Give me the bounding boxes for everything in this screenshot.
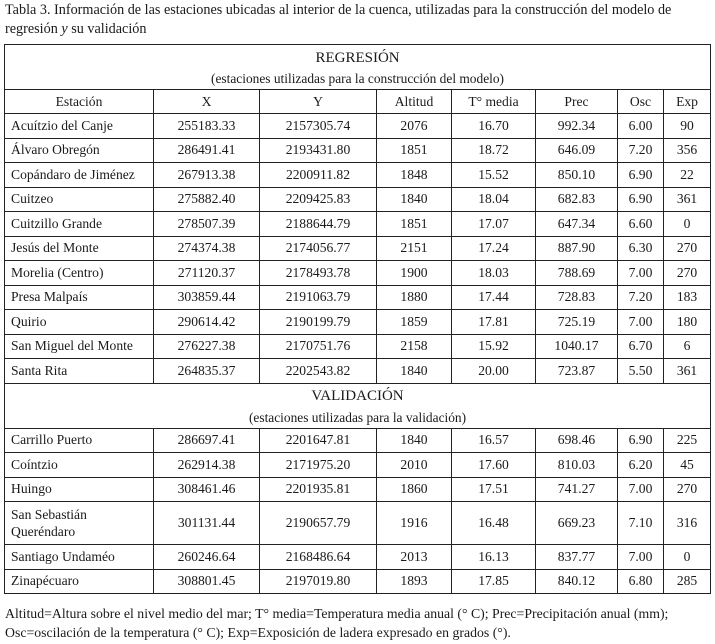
table-cell: 741.27 [536, 477, 618, 502]
table-cell: 286697.41 [154, 428, 260, 453]
table-cell: 1880 [377, 285, 452, 310]
table-cell: 183 [664, 285, 711, 310]
table-cell: 2197019.80 [260, 569, 377, 594]
table-cell: 1840 [377, 428, 452, 453]
table-cell: 18.04 [452, 187, 536, 212]
table-cell: 356 [664, 138, 711, 163]
table-cell: 725.19 [536, 310, 618, 335]
station-name-cell: Jesús del Monte [5, 236, 154, 261]
table-cell: 2188644.79 [260, 212, 377, 237]
header-exp: Exp [664, 90, 711, 114]
table-cell: 15.92 [452, 334, 536, 359]
table-cell: 887.90 [536, 236, 618, 261]
table-cell: 7.00 [618, 477, 664, 502]
table-cell: 1840 [377, 187, 452, 212]
table-cell: 17.51 [452, 477, 536, 502]
table-cell: 1040.17 [536, 334, 618, 359]
table-cell: 16.70 [452, 114, 536, 139]
table-cell: 17.44 [452, 285, 536, 310]
table-cell: 285 [664, 569, 711, 594]
table-cell: 2200911.82 [260, 163, 377, 188]
table-cell: 301131.44 [154, 502, 260, 545]
table-cell: 1916 [377, 502, 452, 545]
table-cell: 2157305.74 [260, 114, 377, 139]
table-cell: 18.72 [452, 138, 536, 163]
stations-table [4, 44, 711, 594]
table-cell: 646.09 [536, 138, 618, 163]
table-cell: 6.70 [618, 334, 664, 359]
validation-section-title-row [5, 383, 711, 408]
table-cell: 303859.44 [154, 285, 260, 310]
caption-text-line1: Información de las estaciones ubicadas al interior de la cuenca, utilizadas para la construcción del modelo de [54, 2, 672, 18]
table-row [5, 187, 711, 212]
table-cell: 6.90 [618, 428, 664, 453]
table-cell: 16.57 [452, 428, 536, 453]
table-cell: 17.85 [452, 569, 536, 594]
table-cell: 7.00 [618, 545, 664, 570]
station-name-cell: Quirio [5, 310, 154, 335]
station-name-cell: San Miguel del Monte [5, 334, 154, 359]
station-name-cell: Santiago Undaméo [5, 545, 154, 570]
table-cell: 6.30 [618, 236, 664, 261]
station-name-cell: Morelia (Centro) [5, 261, 154, 286]
header-altitud: Altitud [377, 90, 452, 114]
table-cell: 1851 [377, 212, 452, 237]
table-cell: 267913.38 [154, 163, 260, 188]
table-cell: 264835.37 [154, 359, 260, 384]
table-cell: 7.20 [618, 285, 664, 310]
table-cell: 90 [664, 114, 711, 139]
table-row [5, 477, 711, 502]
table-cell: 6 [664, 334, 711, 359]
table-row [5, 453, 711, 478]
table-cell: 0 [664, 545, 711, 570]
table-cell: 7.10 [618, 502, 664, 545]
table-cell: 2168486.64 [260, 545, 377, 570]
table-cell: 2151 [377, 236, 452, 261]
table-cell: 275882.40 [154, 187, 260, 212]
station-name-cell: Zinapécuaro [5, 569, 154, 594]
table-cell: 810.03 [536, 453, 618, 478]
table-row [5, 212, 711, 237]
station-name-cell: Acuítzio del Canje [5, 114, 154, 139]
table-cell: 270 [664, 236, 711, 261]
table-cell: 1840 [377, 359, 452, 384]
table-cell: 17.07 [452, 212, 536, 237]
table-cell: 7.00 [618, 261, 664, 286]
table-row [5, 334, 711, 359]
table-cell: 840.12 [536, 569, 618, 594]
table-row [5, 310, 711, 335]
table-cell: 45 [664, 453, 711, 478]
table-cell: 260246.64 [154, 545, 260, 570]
table-cell: 698.46 [536, 428, 618, 453]
table-row [5, 163, 711, 188]
table-cell: 1860 [377, 477, 452, 502]
table-cell: 682.83 [536, 187, 618, 212]
station-name-cell: Cuitzeo [5, 187, 154, 212]
table-cell: 2010 [377, 453, 452, 478]
table-cell: 723.87 [536, 359, 618, 384]
table-footnote [5, 605, 715, 642]
station-name-cell: Álvaro Obregón [5, 138, 154, 163]
validation-subtitle-row [5, 408, 711, 429]
table-cell: 850.10 [536, 163, 618, 188]
table-cell: 17.24 [452, 236, 536, 261]
table-cell: 1893 [377, 569, 452, 594]
regression-section-title-row [5, 45, 711, 70]
table-cell: 278507.39 [154, 212, 260, 237]
footnote-line2: Osc=oscilación de la temperatura (° C); Exp=Exposición de ladera expresado en grados (°). [5, 624, 511, 640]
table-cell: 6.20 [618, 453, 664, 478]
table-cell: 270 [664, 261, 711, 286]
table-row [5, 569, 711, 594]
table-cell: 22 [664, 163, 711, 188]
table-cell: 308801.45 [154, 569, 260, 594]
table-cell: 1851 [377, 138, 452, 163]
footnote-line1: Altitud=Altura sobre el nivel medio del mar; T° media=Temperatura media anual (° C); Prec=Precipitación anual (mm); [5, 606, 669, 621]
header-x: X [154, 90, 260, 114]
table-cell: 2201647.81 [260, 428, 377, 453]
table-cell: 17.60 [452, 453, 536, 478]
table-cell: 2193431.80 [260, 138, 377, 163]
table-cell: 16.48 [452, 502, 536, 545]
table-cell: 6.90 [618, 187, 664, 212]
table-cell: 728.83 [536, 285, 618, 310]
table-row [5, 545, 711, 570]
table-cell: 274374.38 [154, 236, 260, 261]
table-cell: 276227.38 [154, 334, 260, 359]
table-cell: 15.52 [452, 163, 536, 188]
table-cell: 6.90 [618, 163, 664, 188]
table-cell: 308461.46 [154, 477, 260, 502]
table-row [5, 236, 711, 261]
table-cell: 2190657.79 [260, 502, 377, 545]
table-cell: 180 [664, 310, 711, 335]
table-cell: 361 [664, 187, 711, 212]
table-cell: 16.13 [452, 545, 536, 570]
table-cell: 2158 [377, 334, 452, 359]
table-cell: 647.34 [536, 212, 618, 237]
header-row [5, 90, 711, 114]
table-cell: 271120.37 [154, 261, 260, 286]
table-cell: 2013 [377, 545, 452, 570]
regression-subtitle-row [5, 69, 711, 90]
table-cell: 2171975.20 [260, 453, 377, 478]
table-cell: 0 [664, 212, 711, 237]
table-cell: 2209425.83 [260, 187, 377, 212]
station-name-cell: San Sebastián Queréndaro [5, 502, 154, 545]
table-cell: 7.00 [618, 310, 664, 335]
table-cell: 20.00 [452, 359, 536, 384]
caption-text-line2: regresión [5, 21, 58, 37]
table-cell: 2190199.79 [260, 310, 377, 335]
caption-text-y: y [61, 21, 68, 37]
table-cell: 2202543.82 [260, 359, 377, 384]
station-name-cell: Carrillo Puerto [5, 428, 154, 453]
table-caption [5, 1, 711, 39]
station-name-cell: Huingo [5, 477, 154, 502]
regression-subtitle: (estaciones utilizadas para la construcción del modelo) [5, 69, 711, 90]
table-cell: 837.77 [536, 545, 618, 570]
table-cell: 2076 [377, 114, 452, 139]
table-cell: 286491.41 [154, 138, 260, 163]
caption-label: Tabla 3. [5, 2, 51, 18]
station-name-cell: Presa Malpaís [5, 285, 154, 310]
regression-title: REGRESIÓN [5, 45, 711, 70]
table-cell: 262914.38 [154, 453, 260, 478]
table-row [5, 285, 711, 310]
table-cell: 788.69 [536, 261, 618, 286]
table-row [5, 359, 711, 384]
station-name-cell: Cuitzillo Grande [5, 212, 154, 237]
table-cell: 270 [664, 477, 711, 502]
table-cell: 6.60 [618, 212, 664, 237]
table-cell: 7.20 [618, 138, 664, 163]
table-cell: 1848 [377, 163, 452, 188]
table-cell: 361 [664, 359, 711, 384]
table-cell: 2174056.77 [260, 236, 377, 261]
station-name-cell: Coíntzio [5, 453, 154, 478]
validation-subtitle: (estaciones utilizadas para la validación) [5, 408, 711, 429]
table-cell: 316 [664, 502, 711, 545]
table-cell: 2170751.76 [260, 334, 377, 359]
table-cell: 255183.33 [154, 114, 260, 139]
table-row [5, 261, 711, 286]
header-t-media: T° media [452, 90, 536, 114]
table-cell: 1900 [377, 261, 452, 286]
table-cell: 2191063.79 [260, 285, 377, 310]
header-estacion: Estación [5, 90, 154, 114]
table-cell: 669.23 [536, 502, 618, 545]
table-cell: 2201935.81 [260, 477, 377, 502]
table-row [5, 428, 711, 453]
header-osc: Osc [618, 90, 664, 114]
table-cell: 6.00 [618, 114, 664, 139]
station-name-cell: Copándaro de Jiménez [5, 163, 154, 188]
table-cell: 1859 [377, 310, 452, 335]
table-cell: 5.50 [618, 359, 664, 384]
caption-text-end: su validación [71, 21, 147, 37]
table-cell: 290614.42 [154, 310, 260, 335]
table-cell: 18.03 [452, 261, 536, 286]
table-row [5, 138, 711, 163]
table-cell: 2178493.78 [260, 261, 377, 286]
table-cell: 17.81 [452, 310, 536, 335]
header-y: Y [260, 90, 377, 114]
header-prec: Prec [536, 90, 618, 114]
table-cell: 225 [664, 428, 711, 453]
station-name-cell: Santa Rita [5, 359, 154, 384]
table-row [5, 114, 711, 139]
validation-title: VALIDACIÓN [5, 383, 711, 408]
table-cell: 992.34 [536, 114, 618, 139]
table-row [5, 502, 711, 545]
table-cell: 6.80 [618, 569, 664, 594]
